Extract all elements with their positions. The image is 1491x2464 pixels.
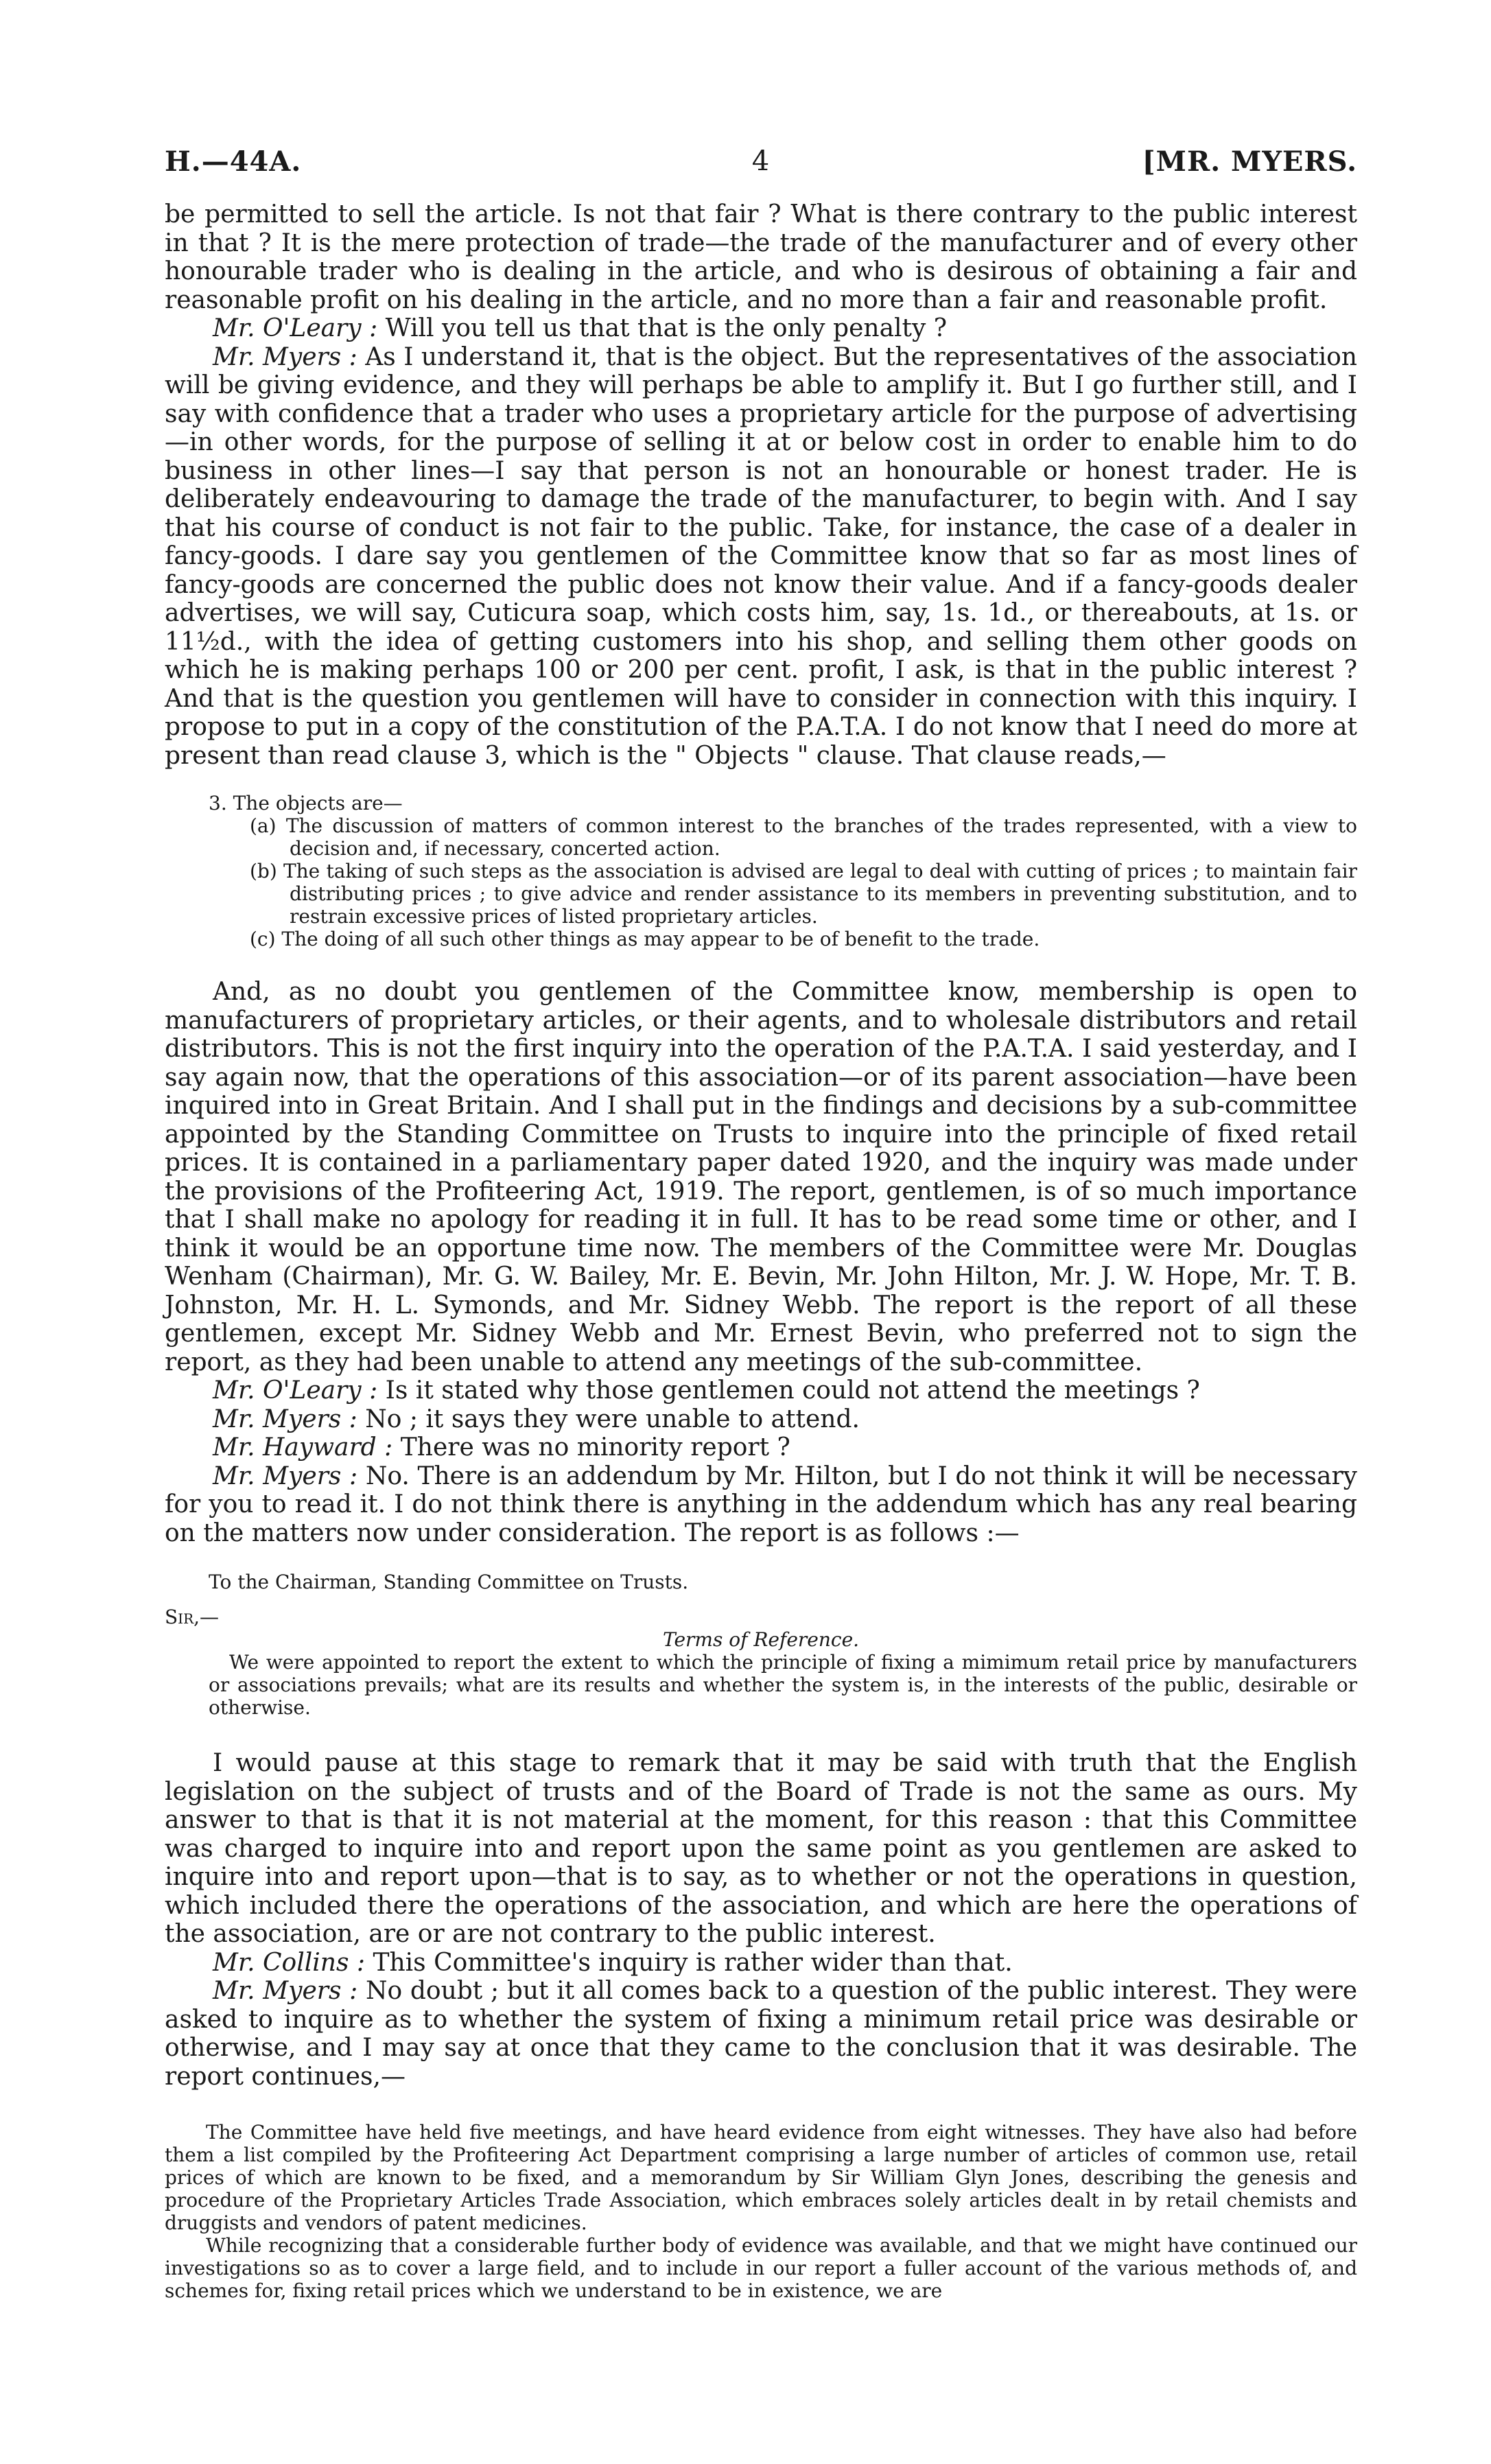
dialogue-text: No. There is an addendum by Mr. Hilton, but I do not think it will be necessary for you to read it. I do not think there is anything in the addendum which has any real bearing on the matters now under consideration. The report is as follows :— (165, 1462, 1358, 1547)
page-header (165, 145, 1357, 200)
terms-of-reference: We were appointed to report the extent to which the principle of fixing a mimimum retail price by manufacturers or associations prevails; what are its results and whether the system is, in the interests of the public, desirable or otherwise. (209, 1651, 1357, 1719)
dialogue-line (165, 1376, 1357, 1405)
dialogue-line (165, 314, 1357, 343)
dialogue-text: This Committee's inquiry is rather wider than that. (365, 1948, 1013, 1977)
transcript-lower (165, 1749, 1357, 2091)
dialogue-text: As I understand it, that is the object. But the representatives of the association will be giving evidence, and they will perhaps be able to amplify it. But I go further still, and I say with confidence that a trader who uses a proprietary article for the purpose of advertising—in other words, for the purpose of selling it at or below cost in order to enable him to do business in other lines—I say that person is not an honourable or honest trader. He is deliberately endeavouring to damage the trade of the manufacturer, to begin with. And I say that his course of conduct is not fair to the public. Take, for instance, the case of a dealer in fancy-goods. I dare say you gentlemen of the Committee know that so far as most lines of fancy-goods are concerned the public does not know their value. And if a fancy-goods dealer advertises, we will say, Cuticura soap, which costs him, say, 1s. 1d., or thereabouts, at 1s. or 11½d., with the idea of getting customers into his shop, and selling them other goods on which he is making perhaps 100 or 200 per cent. profit, I ask, is that in the public interest ? And that is the question you gentlemen will have to consider in connection with this inquiry. I propose to put in a copy of the constitution of the P.A.T.A. I do not know that I need do more at present than read clause 3, which is the " Objects " clause. That clause reads,— (165, 342, 1357, 770)
clause-3-quote (209, 792, 1357, 950)
transcript-middle (165, 978, 1357, 1547)
speaker-running-head: [MR. MYERS. (1142, 145, 1357, 178)
speaker-name: Mr. Myers : (213, 1405, 357, 1433)
speaker-name: Mr. O'Leary : (213, 1376, 378, 1405)
document-reference: H.—44A. (165, 145, 302, 178)
transcript-top (165, 200, 1357, 770)
dialogue-line (165, 1977, 1357, 2091)
paragraph: And, as no doubt you gentlemen of the Committee know, membership is open to manufacturers of proprietary articles, or their agents, and to wholesale distributors and retail distributors. This is not the first inquiry into the operation of the P.A.T.A. I said yesterday, and I say again now, that the operations of this association—or of its parent association—have been inquired into in Great Britain. And I shall put in the findings and decisions by a sub-committee appointed by the Standing Committee on Trusts to inquire into the principle of fixed retail prices. It is contained in a parliamentary paper dated 1920, and the inquiry was made under the provisions of the Profiteering Act, 1919. The report, gentlemen, is of so much importance that I shall make no apology for reading it in full. It has to be read some time or other, and I think it would be an opportune time now. The members of the Committee were Mr. Douglas Wenham (Chairman), Mr. G. W. Bailey, Mr. E. Bevin, Mr. John Hilton, Mr. J. W. Hope, Mr. T. B. Johnston, Mr. H. L. Symonds, and Mr. Sidney Webb. The report is the report of all these gentlemen, except Mr. Sidney Webb and Mr. Ernest Bevin, who preferred not to sign the report, as they had been unable to attend any meetings of the sub-committee. (165, 978, 1357, 1376)
dialogue-text: Will you tell us that that is the only penalty ? (377, 314, 948, 342)
speaker-name: Mr. Collins : (213, 1948, 365, 1977)
clause-item: (b) The taking of such steps as the association is advised are legal to deal with cutting of prices ; to maintain fair distributing prices ; to give advice and render assistance to its members in preventing substitution, and to restrain excessive prices of listed proprietary articles. (250, 860, 1357, 928)
speaker-name: Mr. Hayward : (213, 1433, 393, 1462)
dialogue-line (165, 1405, 1357, 1434)
dialogue-line (165, 1433, 1357, 1462)
clause-item: (c) The doing of all such other things as may appear to be of benefit to the trade. (250, 928, 1040, 950)
report-paragraph: While recognizing that a considerable further body of evidence was available, and that we might have continued our investigations so as to cover a large field, and to include in our report a fuller account of the various methods of, and schemes for, fixing retail prices which we understand to be in existence, we are (165, 2234, 1357, 2302)
dialogue-text: There was no minority report ? (392, 1433, 790, 1462)
page-number: 4 (751, 145, 771, 177)
terms-heading: Terms of Reference. (662, 1628, 860, 1651)
paragraph: I would pause at this stage to remark that it may be said with truth that the English legislation on the subject of trusts and of the Board of Trade is not the same as ours. My answer to that is that it is not material at the moment, for this reason : that this Committee was charged to inquire into and report upon the same point as you gentlemen are asked to inquire into and report upon—that is to say, as to whether or not the operations in question, which included there the operations of the association, and which are here the operations of the association, are or are not contrary to the public interest. (165, 1749, 1357, 1948)
speaker-name: Mr. Myers : (213, 1462, 358, 1490)
speaker-name: Mr. O'Leary : (213, 314, 378, 342)
speaker-name: Mr. Myers : (213, 342, 357, 371)
report-paragraph: The Committee have held five meetings, and have heard evidence from eight witnesses. They have also had before them a list compiled by the Profiteering Act Department comprising a large number of articles of common use, retail prices of which are known to be fixed, and a memorandum by Sir William Glyn Jones, describing the genesis and procedure of the Proprietary Articles Trade Association, which embraces solely articles dealt in by retail chemists and druggists and vendors of patent medicines. (165, 2121, 1357, 2234)
report-body (165, 2121, 1357, 2302)
dialogue-text: No ; it says they were unable to attend. (357, 1405, 860, 1433)
clause-heading: 3. The objects are— (209, 792, 403, 814)
dialogue-text: No doubt ; but it all comes back to a question of the public interest. They were asked to inquire as to whether the system of fixing a minimum retail price was desirable or otherwise, and I may say at once that they came to the conclusion that it was desirable. The report continues,— (165, 1977, 1358, 2091)
report-address: To the Chairman, Standing Committee on Trusts. (209, 1571, 689, 1593)
dialogue-line (165, 343, 1357, 771)
clause-item: (a) The discussion of matters of common interest to the branches of the trades represented, with a view to decision and, if necessary, concerted action. (250, 814, 1357, 860)
speaker-name: Mr. Myers : (213, 1977, 358, 2005)
dialogue-text: Is it stated why those gentlemen could not attend the meetings ? (377, 1376, 1200, 1405)
document-page (165, 145, 1357, 2302)
paragraph: be permitted to sell the article. Is not that fair ? What is there contrary to the public interest in that ? It is the mere protection of trade—the trade of the manufacturer and of every other honourable trader who is dealing in the article, and who is desirous of obtaining a fair and reasonable profit on his dealing in the article, and no more than a fair and reasonable profit. (165, 200, 1357, 314)
dialogue-line (165, 1462, 1357, 1548)
report-salutation: Sir,— (165, 1606, 220, 1628)
report-intro (165, 1571, 1357, 1719)
dialogue-line (165, 1949, 1357, 1978)
